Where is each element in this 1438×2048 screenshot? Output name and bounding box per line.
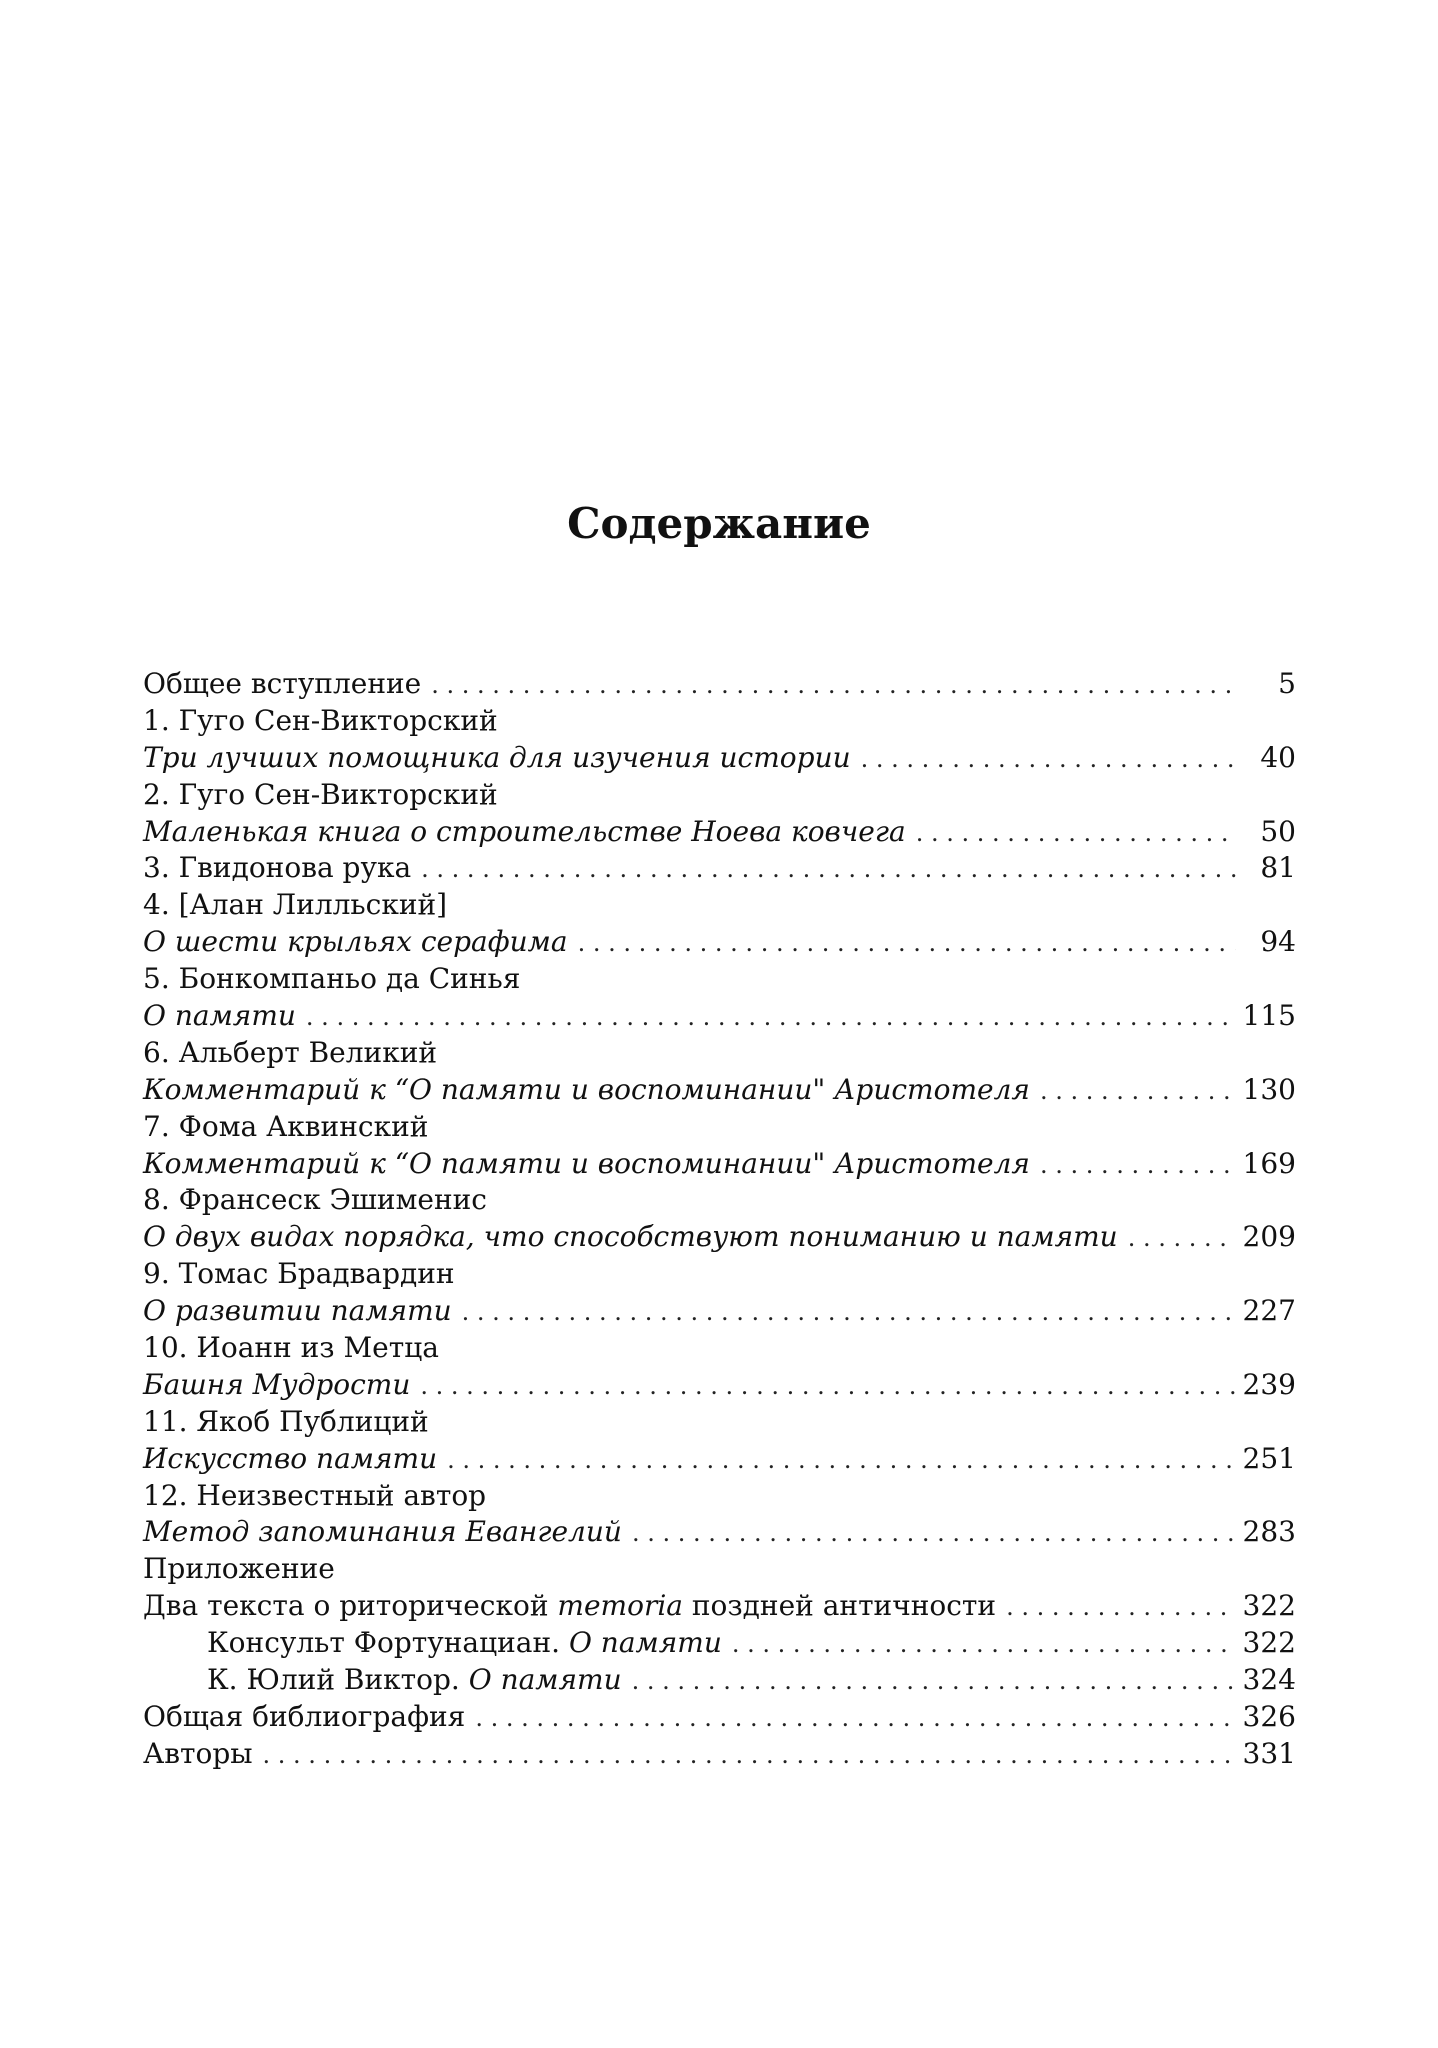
toc-page-number: 81	[1260, 851, 1296, 885]
toc-entry-title: О шести крыльях серафима	[143, 925, 568, 959]
toc-chapter-heading	[143, 1478, 1296, 1515]
toc-chapter-heading	[143, 1182, 1296, 1219]
toc-page-number: 40	[1260, 740, 1296, 774]
toc-entry	[143, 1293, 1296, 1330]
toc-chapter-heading	[143, 1035, 1296, 1072]
toc-chapter-heading	[143, 1256, 1296, 1293]
dot-leader	[452, 1294, 1236, 1331]
toc-entry-title: 11. Якоб Публиций	[143, 1404, 429, 1438]
toc-entry-title: 6. Альберт Великий	[143, 1035, 438, 1069]
toc-entry-title: 10. Иоанн из Метца	[143, 1331, 439, 1365]
toc-page-number: 5	[1278, 667, 1296, 700]
dot-leader	[411, 851, 1236, 888]
toc-section-heading	[143, 1551, 1296, 1588]
toc-chapter-heading	[143, 777, 1296, 814]
toc-entry	[143, 1441, 1296, 1478]
toc-page-number: 322	[1242, 1589, 1296, 1623]
toc-entry	[143, 1514, 1296, 1551]
toc-page-number: 251	[1242, 1441, 1296, 1475]
toc-entry-title: 8. Франсеск Эшименис	[143, 1183, 487, 1217]
toc-chapter-heading	[143, 1404, 1296, 1441]
page-title: Содержание	[567, 499, 871, 548]
toc-entry-title: Общее вступление	[143, 667, 422, 700]
dot-leader	[622, 1515, 1236, 1552]
toc-entry-title: О памяти	[143, 999, 296, 1033]
toc-entry	[143, 1736, 1296, 1773]
toc-entry-title: 4. [Алан Лилльский]	[143, 888, 448, 922]
toc-entry-title: К. Юлий Виктор. О памяти	[207, 1663, 622, 1697]
toc-page-number: 169	[1242, 1146, 1296, 1180]
toc-entry-title: Три лучших помощника для изучения истории	[143, 740, 851, 774]
toc-entry-title: Метод запоминания Евангелий	[143, 1515, 622, 1549]
dot-leader	[722, 1626, 1236, 1663]
toc-page-number: 326	[1242, 1699, 1296, 1733]
toc-entry	[143, 1367, 1296, 1404]
toc-entry	[143, 1699, 1296, 1736]
dot-leader	[1030, 1073, 1236, 1110]
toc-chapter-heading	[143, 703, 1296, 740]
toc-entry	[143, 1219, 1296, 1256]
dot-leader	[622, 1663, 1236, 1700]
toc-entry	[143, 850, 1296, 887]
toc-entry-title: Авторы	[143, 1736, 253, 1770]
dot-leader	[465, 1700, 1236, 1737]
toc-entry-title: Приложение	[143, 1552, 335, 1586]
dot-leader	[253, 1737, 1236, 1774]
toc-page-number: 227	[1242, 1294, 1296, 1328]
toc-entry-title: 5. Бонкомпаньо да Синья	[143, 962, 521, 996]
toc-page-number: 50	[1260, 814, 1296, 848]
dot-leader	[1030, 1147, 1236, 1184]
dot-leader	[410, 1368, 1236, 1405]
toc-entry-title: Общая библиография	[143, 1699, 466, 1733]
toc-entry-title: Комментарий к “О памяти и воспоминании" Аристотеля	[143, 1146, 1030, 1180]
toc-page-number: 239	[1242, 1367, 1296, 1401]
toc-page-number: 209	[1242, 1220, 1296, 1254]
toc-entry-title: Искусство памяти	[143, 1441, 438, 1475]
toc-page-number: 94	[1260, 925, 1296, 959]
dot-leader	[996, 1589, 1236, 1626]
toc-entry-title: 3. Гвидонова рука	[143, 851, 412, 885]
dot-leader	[851, 741, 1236, 778]
dot-leader	[568, 925, 1236, 962]
toc-entry	[143, 924, 1296, 961]
toc-entry-title: 12. Неизвестный автор	[143, 1478, 487, 1512]
dot-leader	[437, 1442, 1236, 1479]
toc-entry-title: О двух видах порядка, что способствуют пониманию и памяти	[143, 1220, 1118, 1254]
toc-entry-title: 1. Гуго Сен-Викторский	[143, 703, 498, 737]
dot-leader	[906, 815, 1236, 852]
toc-entry-title: 9. Томас Брадвардин	[143, 1257, 455, 1291]
toc-entry-title: Башня Мудрости	[143, 1367, 411, 1401]
toc-entry-title: 7. Фома Аквинский	[143, 1109, 429, 1143]
toc-chapter-heading	[143, 1330, 1296, 1367]
toc-entry-title: Комментарий к “О памяти и воспоминании" Аристотеля	[143, 1072, 1030, 1106]
table-of-contents	[143, 666, 1296, 1773]
toc-entry	[143, 1588, 1296, 1625]
toc-page-number: 322	[1242, 1626, 1296, 1660]
dot-leader	[296, 999, 1236, 1036]
toc-entry	[143, 814, 1296, 851]
toc-chapter-heading	[143, 1109, 1296, 1146]
toc-chapter-heading	[143, 887, 1296, 924]
toc-entry-title: Маленькая книга о строительстве Ноева ковчега	[143, 814, 906, 848]
toc-page-number: 130	[1242, 1072, 1296, 1106]
toc-page-number: 115	[1242, 999, 1296, 1033]
toc-subentry	[143, 1625, 1296, 1662]
toc-chapter-heading	[143, 961, 1296, 998]
toc-entry	[143, 998, 1296, 1035]
toc-subentry	[143, 1662, 1296, 1699]
dot-leader	[421, 667, 1236, 704]
dot-leader	[1118, 1220, 1236, 1257]
toc-entry	[143, 1072, 1296, 1109]
toc-entry-title: Два текста о риторической memoria поздней античности	[143, 1589, 997, 1623]
toc-entry	[143, 740, 1296, 777]
toc-entry	[143, 666, 1296, 703]
toc-entry-title: 2. Гуго Сен-Викторский	[143, 777, 498, 811]
toc-page-number: 331	[1242, 1736, 1296, 1770]
toc-entry	[143, 1146, 1296, 1183]
toc-entry-title: О развитии памяти	[143, 1294, 452, 1328]
toc-page-number: 283	[1242, 1515, 1296, 1549]
toc-entry-title: Консульт Фортунациан. О памяти	[207, 1626, 722, 1660]
toc-page-number: 324	[1242, 1663, 1296, 1697]
